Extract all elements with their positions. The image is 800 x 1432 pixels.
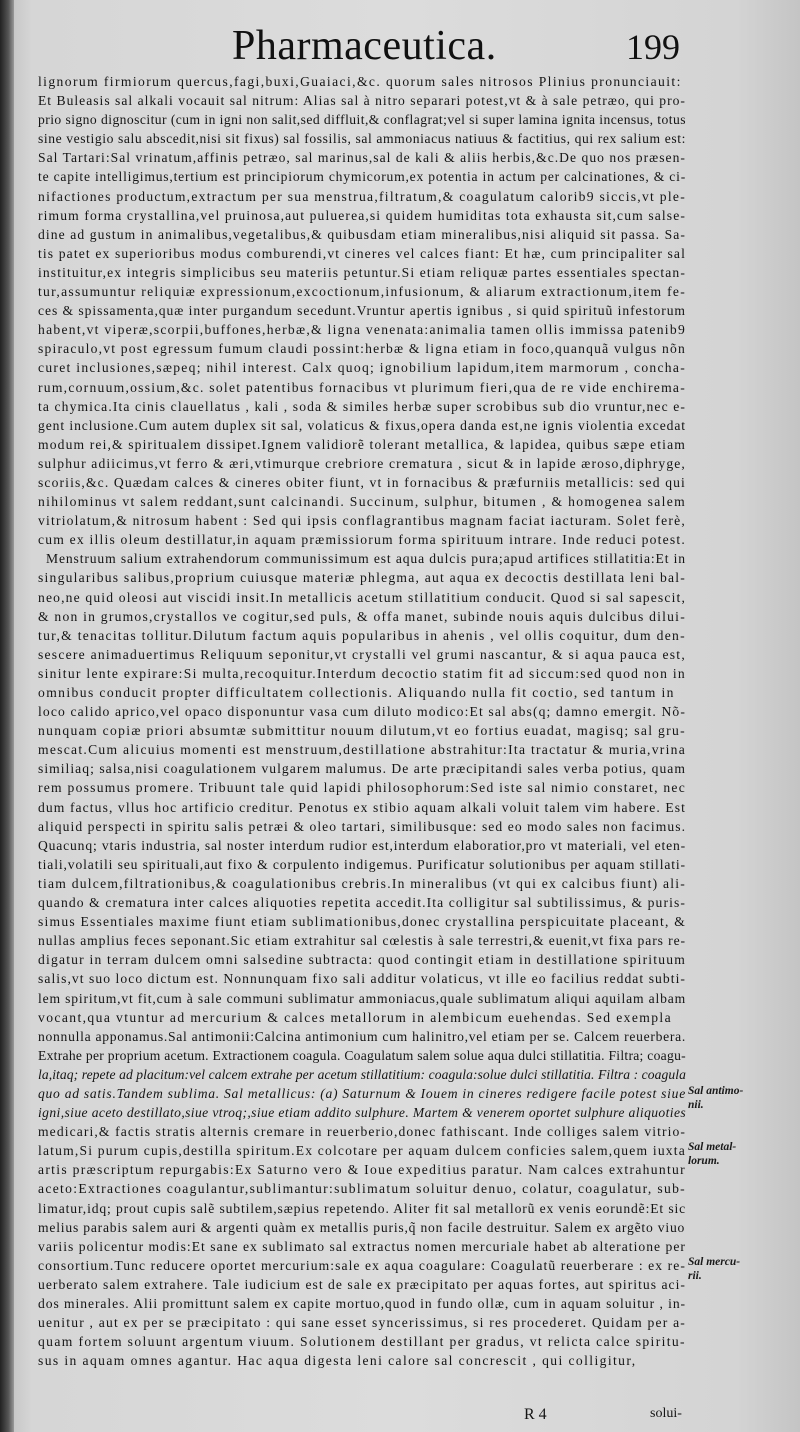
running-header xyxy=(0,22,800,72)
page-binding-shadow xyxy=(0,0,14,1432)
text-line: lem spiritum,vt fit,cum à sale communi sublimatur ammoniacus,quale sublimatum aliqui aquilam albam xyxy=(38,990,686,1006)
text-line: sulphur adiicimus,vt ferro & æri,vtimurque crebriore crematura , sicut & in lapide æroso,diphryge, xyxy=(38,455,686,471)
text-line: variis policentur modis:Et sane ex sublimato sal extractus nomen mercuriale habet ab alteratione per xyxy=(38,1238,686,1254)
signature-mark: R 4 xyxy=(524,1406,547,1423)
text-line: quo ad satis.Tandem sublima. Sal metallicus: (a) Saturnum & Iouem in cineres redigere facile potest siue xyxy=(38,1085,686,1101)
catchword: solui- xyxy=(650,1406,682,1421)
text-line: digatur in terram dulcem omni salsedine subtracta: quod contingit etiam in destillatione spirituum xyxy=(38,952,686,968)
text-line: rum,cornuum,ossium,&c. solet patentibus fornacibus vt plurimum fieri,qua de re vide enchirema- xyxy=(38,379,686,395)
text-line: consortium.Tunc reducere oportet mercurium:sale ex aqua coagulare: Coagulatũ reuerberare : ex re- xyxy=(38,1257,686,1273)
text-line: & non in grumos,crystallos ve cogitur,sed puls, & offa manet, subinde nouis aquis dulcibus dilui- xyxy=(38,608,686,624)
text-line: rimum forma crystallina,vel pruinosa,aut puluerea,si quidem humiditas tota exhausta sit,cum salse- xyxy=(38,207,686,223)
text-line: sinitur lente expirare:Si multa,recoquitur.Interdum decoctio statim fit ad siccum:sed quod non in xyxy=(38,665,686,681)
text-line: Menstruum salium extrahendorum communissimum est aqua dulcis pura;apud artifices stillatitia:Et in xyxy=(46,551,686,567)
text-line: nifactiones productum,extractum per sua menstrua,filtratum,& coagulatum calorib9 siccis,vt ple- xyxy=(38,188,686,204)
text-line: artis præscriptum repurgabis:Ex Saturno vero & Ioue expeditius paratur. Nam calces extrahuntur xyxy=(38,1162,686,1178)
text-line: quam fortem soluunt argentum viuum. Solutionem destillant per gradus, vt relicta calce spiritu- xyxy=(38,1334,686,1350)
text-line: instituitur,ex integris simplicibus seu materiis petuntur.Si etiam reliquæ partes essentiales spectan- xyxy=(38,264,686,280)
text-line: tiam dulcem,filtrationibus,& coagulationibus crebris.In mineralibus (vt qui ex calcibus fiunt) ali- xyxy=(38,875,686,891)
margin-note-mercurii: Sal mercu- rii. xyxy=(688,1256,741,1282)
text-line: vocant,qua vtuntur ad mercurium & calces metallorum in alembicum euehendas. Sed exempla xyxy=(38,1009,673,1025)
text-line: sine vestigio salu abscedit,nisi sit fixus) sal fossilis, sal ammoniacus natiuus & factitius, qui rex salium est: xyxy=(38,131,686,147)
text-line: gent inclusione.Cum autem duplex sit sal, volaticus & fixus,opera danda est,ne ignis violentia excedat xyxy=(38,417,686,433)
text-line: salis,vt suo loco dictum est. Nonnunquam fixo sali additur volaticus, vt ille eo facilius reddat subti- xyxy=(38,971,686,987)
text-line: te capite intelligimus,tertium est principiorum chymicorum,ex potentia in actum per calcinationes, & ci- xyxy=(38,169,686,185)
text-line: latum,Si purum cupis,destilla spiritum.Ex colcotare per aquam dulcem conficies salem,quem iuxta xyxy=(38,1143,686,1159)
text-line: spiraculo,vt post egressum fumum claudi possint:herbæ & ligna etiam in foco,quanquã vulgus nõn xyxy=(38,341,686,357)
text-line: omnibus conducit propter difficultatem collectionis. Aliquando nulla fit coctio, sed tantum in xyxy=(38,685,675,700)
text-line: tis patet ex superioribus modus comburendi,vt cineres vel calces fiant: Et hæ, cum principaliter sal xyxy=(38,245,686,261)
text-line: igni,siue aceto destillato,siue vtroq;,siue etiam addito sulphure. Martem & venerem oportet sulphure aliquoties xyxy=(38,1105,686,1121)
text-line: habent,vt viperæ,scorpii,buffones,herbæ,& ligna venenata:animalia tamen ollis immissa patenib9 xyxy=(38,322,686,338)
text-line: neo,ne quid oleosi aut viscidi insit.In metallicis acetum stillatitium conducit. Quod si sal sapescit, xyxy=(38,589,686,605)
text-line: mescat.Cum alicuius momenti est menstruum,destillatione abstrahitur:Ita tractatur & muria,vrina xyxy=(38,742,686,758)
text-line: cum ex illis oleum destillatur,in aquam præmissiorum forma spirituum intrare. Inde reduci potest. xyxy=(38,532,686,548)
text-line: ta chymica.Ita cinis clauellatus , kali , soda & similes herbæ super scrobibus sub dio vruntur,nec e- xyxy=(38,398,686,414)
text-line: Et Buleasis sal alkali vocauit sal nitrum: Alias sal à nitro separari potest,vt & à sale petræo, qui pro- xyxy=(38,93,686,109)
text-line: singularibus salibus,proprium cuiusque materiæ phlegma, aut aqua ex decoctis destillata leni bal- xyxy=(38,570,686,586)
text-line: scoriis,&c. Quædam calces & cineres obiter fiunt, vt in fornacibus & præfurniis metallicis: sed qui xyxy=(38,474,686,490)
text-line: la,itaq; repete ad placitum:vel calcem extrahe per acetum stillatitium: coagula:solue dulci stillatitia. Filtra : coagula xyxy=(38,1066,686,1082)
text-line: nullas amplius feces seponant.Sic etiam extrahitur sal cœlestis à sale terrestri,& euenit,vt fixa pars re- xyxy=(38,933,686,949)
body-text-block xyxy=(38,72,686,1370)
text-line: uerberato salem extrahere. Tale iudicium est de sale ex præcipitato per aquas fortes, aut spiritus aci- xyxy=(38,1276,686,1292)
text-line: tur,assumuntur reliquiæ expressionum,excoctionum,infusionum, & aliarum extractionum,item fe- xyxy=(38,284,686,300)
text-line: vitriolatum,& nitrosum habent : Sed qui ipsis conflagrantibus magnam faciat iacturam. Solet ferè, xyxy=(38,513,686,529)
margin-note-antimonii: Sal antimo- nii. xyxy=(688,1085,744,1111)
text-line: lignorum firmiorum quercus,fagi,buxi,Guaiaci,&c. quorum sales nitrosos Plinius pronunciauit: xyxy=(38,74,682,89)
text-line: tur,& tenacitas tollitur.Dilutum factum aquis popularibus in ahenis , vel ollis coquitur, dum den- xyxy=(38,627,686,643)
text-line: tiali,volatili seu spirituali,aut fixo & corpulento indigemus. Purificatur solutionibus per aquam stillati- xyxy=(38,856,686,872)
text-line: Extrahe per proprium acetum. Extractionem coagula. Coagulatum salem solue aqua dulci stillatitia. Filtra; coagu- xyxy=(38,1047,686,1063)
text-line: curet inclusiones,sæpeq; nihil interest. Calx quoq; ignobilium lapidum,item marmorum , concha- xyxy=(38,360,686,376)
text-line: quando & crematura inter calces aliquoties repetita accedit.Ita colligitur sal subtilissimus, & puris- xyxy=(38,895,686,911)
margin-note-metallorum: Sal metal- lorum. xyxy=(688,1141,737,1167)
text-line: aliquid perspecti in spiritu salis petræi & oleo tartari, similibusque: sed eo modo sales non facimus. xyxy=(38,818,686,834)
text-line: uenitur , aut ex per se præcipitato : qui sane esset syncerissimus, si res procederet. Quidam per a- xyxy=(38,1315,686,1331)
text-line: nihilominus vt salem reddant,sunt calcinandi. Succinum, sulphur, bitumen , & homogenea salem xyxy=(38,494,686,510)
text-line: Sal Tartari:Sal vrinatum,affinis petræo, sal marinus,sal de kali & aliis herbis,&c.De quo nos præsen- xyxy=(38,150,686,166)
page-footer xyxy=(0,1406,800,1430)
text-line: nonnulla apponamus.Sal antimonii:Calcina antimonium cum halinitro,vel etiam per se. Calcem reuerbera. xyxy=(38,1028,686,1044)
text-line: simus Essentiales maxime fiunt etiam sublimationibus,donec crystallina perspicuitate placeant, & xyxy=(38,914,686,930)
text-line: sus in aquam omnes agantur. Hac aqua digesta leni calore sal concrescit , qui colligitur, xyxy=(38,1353,637,1369)
text-line: limatur,idq; prout cupis salẽ subtilem,sæpius repetendo. Aliter fit sal metallorũ ex venis eorundẽ:Et sic xyxy=(38,1200,686,1216)
text-line: Quacunq; vtaris industria, sal noster interdum rudior est,interdum elaboratior,pro vt materiali, vel eten- xyxy=(38,837,686,853)
text-line: medicari,& factis stratis alternis cremare in reuerberio,donec fathiscant. Inde colliges salem vitrio- xyxy=(38,1124,686,1140)
text-line: dos minerales. Alii promittunt salem ex capite mortuo,quod in fundo ollæ, cum in aquam soluitur , in- xyxy=(38,1296,686,1311)
text-line: modum rei,& spiritualem dissipet.Ignem validiorẽ tolerant metallica, & lapidea, quibus sæpe etiam xyxy=(38,436,686,452)
page-number: 199 xyxy=(626,27,680,67)
text-line: sescere animaduertimus Reliquum seponitur,vt crystalli vel grumi nascantur, & si aqua pauca est, xyxy=(38,646,686,662)
text-line: dum factus, vllus hoc artificio creditur. Penotus ex stibio aquam alkali voluit talem vim habere. Est xyxy=(38,799,686,815)
text-line: dine ad gustum in animalibus,vegetalibus,& quibusdam etiam mineralibus,nisi aliquid sit passa. Sa- xyxy=(38,226,686,242)
text-line: aceto:Extractiones coagulantur,sublimantur:sublimatum soluitur denuo, colatur, coagulatur, sub- xyxy=(38,1181,686,1197)
running-title: Pharmaceutica. xyxy=(232,23,497,69)
text-line: similiaq; salsa,nisi coagulationem vulgarem malumus. De arte præcipitandi sales verba potius, quam xyxy=(38,761,686,777)
text-line: ces & spissamenta,quæ inter purgandum secedunt.Vruntur apertis ignibus , si quid spirituũ infestorum xyxy=(38,303,686,319)
text-line: prio signo dignoscitur (cum in igni non salit,sed diffluit,& conflagrat;vel si super lamina ignita incensus, totus xyxy=(38,112,686,128)
text-line: melius parabis salem auri & argenti quàm ex metallis puris,q̃ non facile destruitur. Salem ex argẽto viuo xyxy=(38,1219,686,1235)
text-line: rem possumus promere. Tribuunt tale quid lapidi philosophorum:Sed iste sal nimio constaret, nec xyxy=(38,780,686,796)
text-line: nunquam copiæ priori absumtæ submittitur nouum dilutum,vt eo fortius euadat, magisq; sal gru- xyxy=(38,723,686,739)
text-line: loco calido aprico,vel opaco disponuntur vasa cum diluto modico:Et sal abs(q; damno emergit. Nõ- xyxy=(38,704,686,720)
